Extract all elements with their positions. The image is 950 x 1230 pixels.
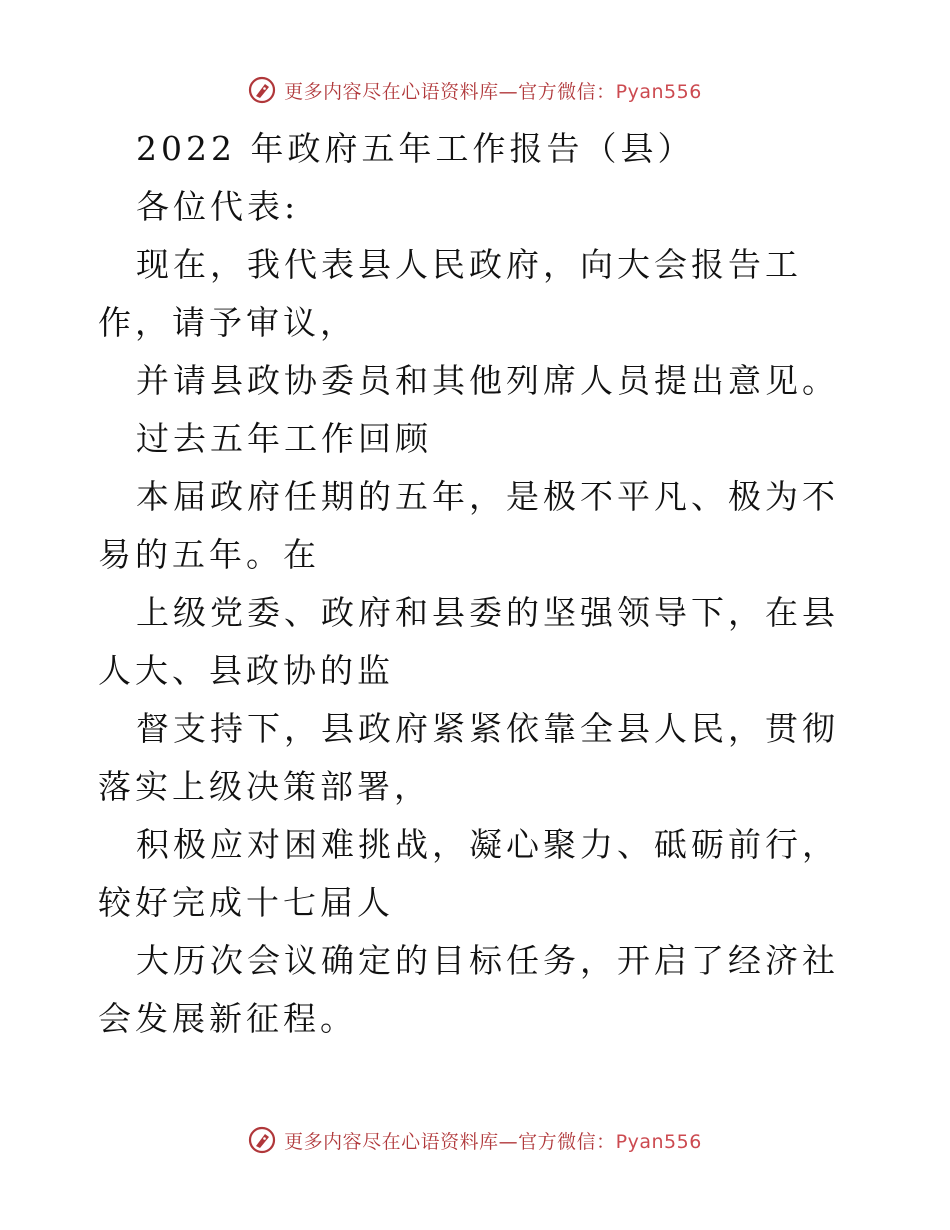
paragraph: 督支持下，县政府紧紧依靠全县人民，贯彻落实上级决策部署， [98, 709, 839, 806]
watermark-handle: Pyan556 [615, 80, 702, 103]
watermark-handle: Pyan556 [615, 1130, 702, 1153]
paragraph: 各位代表: [136, 187, 300, 226]
document-title: 2022 年政府五年工作报告（县） [136, 129, 695, 168]
paragraph: 现在，我代表县人民政府，向大会报告工作，请予审议， [98, 245, 802, 342]
section-heading: 过去五年工作回顾 [136, 419, 432, 458]
header-watermark [0, 70, 950, 110]
paragraph: 积极应对困难挑战，凝心聚力、砥砺前行，较好完成十七届人 [98, 825, 839, 922]
paragraph: 上级党委、政府和县委的坚强领导下，在县人大、县政协的监 [98, 593, 839, 690]
footer-watermark [0, 1120, 950, 1160]
paragraph: 大历次会议确定的目标任务，开启了经济社会发展新征程。 [98, 941, 839, 1038]
watermark-text: 更多内容尽在心语资料库—官方微信：Pyan556 [284, 1130, 702, 1153]
paragraph: 并请县政协委员和其他列席人员提出意见。 [136, 361, 839, 400]
watermark-text: 更多内容尽在心语资料库—官方微信：Pyan556 [284, 80, 702, 103]
pen-nib-logo-icon [248, 1126, 276, 1154]
pen-nib-logo-icon [248, 76, 276, 104]
document-body [98, 120, 858, 1048]
paragraph: 本届政府任期的五年，是极不平凡、极为不易的五年。在 [98, 477, 839, 574]
